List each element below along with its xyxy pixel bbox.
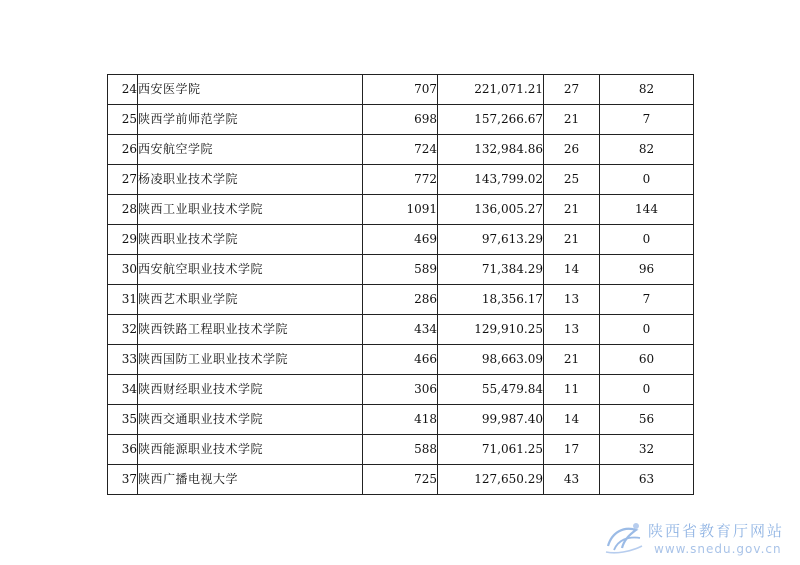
value-b: 99,987.40 <box>438 405 544 435</box>
institution-name: 陕西艺术职业学院 <box>138 285 363 315</box>
value-b: 98,663.09 <box>438 345 544 375</box>
table-body <box>108 75 694 495</box>
table-row <box>108 195 694 225</box>
value-a: 725 <box>363 465 438 495</box>
institution-name: 杨凌职业技术学院 <box>138 165 363 195</box>
table-row <box>108 465 694 495</box>
table-row <box>108 105 694 135</box>
table-row <box>108 135 694 165</box>
institution-name: 陕西能源职业技术学院 <box>138 435 363 465</box>
value-a: 707 <box>363 75 438 105</box>
institution-name: 陕西交通职业技术学院 <box>138 405 363 435</box>
value-c: 11 <box>544 375 600 405</box>
institution-name: 陕西铁路工程职业技术学院 <box>138 315 363 345</box>
row-number: 37 <box>108 465 138 495</box>
value-d: 63 <box>600 465 694 495</box>
value-d: 0 <box>600 315 694 345</box>
value-c: 14 <box>544 405 600 435</box>
watermark-url: www.snedu.gov.cn <box>654 542 782 556</box>
value-d: 32 <box>600 435 694 465</box>
value-b: 71,061.25 <box>438 435 544 465</box>
value-d: 56 <box>600 405 694 435</box>
value-a: 589 <box>363 255 438 285</box>
table-row <box>108 285 694 315</box>
value-c: 21 <box>544 225 600 255</box>
watermark-title: 陕西省教育厅网站 <box>648 522 785 540</box>
site-watermark <box>602 514 792 562</box>
value-a: 306 <box>363 375 438 405</box>
value-b: 55,479.84 <box>438 375 544 405</box>
value-d: 7 <box>600 285 694 315</box>
institution-name: 陕西国防工业职业技术学院 <box>138 345 363 375</box>
value-d: 82 <box>600 75 694 105</box>
value-d: 96 <box>600 255 694 285</box>
table-row <box>108 435 694 465</box>
table-row <box>108 255 694 285</box>
institution-name: 陕西广播电视大学 <box>138 465 363 495</box>
value-b: 132,984.86 <box>438 135 544 165</box>
institution-name: 陕西财经职业技术学院 <box>138 375 363 405</box>
value-a: 1091 <box>363 195 438 225</box>
value-b: 129,910.25 <box>438 315 544 345</box>
value-b: 71,384.29 <box>438 255 544 285</box>
value-c: 26 <box>544 135 600 165</box>
value-b: 157,266.67 <box>438 105 544 135</box>
table-row <box>108 405 694 435</box>
value-b: 221,071.21 <box>438 75 544 105</box>
value-b: 127,650.29 <box>438 465 544 495</box>
row-number: 29 <box>108 225 138 255</box>
value-d: 60 <box>600 345 694 375</box>
value-c: 13 <box>544 285 600 315</box>
value-a: 466 <box>363 345 438 375</box>
value-c: 27 <box>544 75 600 105</box>
row-number: 32 <box>108 315 138 345</box>
value-c: 21 <box>544 345 600 375</box>
institution-name: 西安医学院 <box>138 75 363 105</box>
row-number: 33 <box>108 345 138 375</box>
value-a: 724 <box>363 135 438 165</box>
value-c: 14 <box>544 255 600 285</box>
institution-name: 陕西工业职业技术学院 <box>138 195 363 225</box>
table-row <box>108 345 694 375</box>
row-number: 35 <box>108 405 138 435</box>
row-number: 28 <box>108 195 138 225</box>
row-number: 36 <box>108 435 138 465</box>
value-a: 434 <box>363 315 438 345</box>
row-number: 27 <box>108 165 138 195</box>
value-b: 136,005.27 <box>438 195 544 225</box>
value-d: 7 <box>600 105 694 135</box>
value-a: 469 <box>363 225 438 255</box>
row-number: 30 <box>108 255 138 285</box>
value-c: 25 <box>544 165 600 195</box>
institution-name: 西安航空职业技术学院 <box>138 255 363 285</box>
table-row <box>108 375 694 405</box>
value-a: 772 <box>363 165 438 195</box>
snedu-logo-icon <box>602 516 648 558</box>
institution-name: 西安航空学院 <box>138 135 363 165</box>
university-table <box>107 74 694 495</box>
row-number: 24 <box>108 75 138 105</box>
row-number: 25 <box>108 105 138 135</box>
value-d: 0 <box>600 165 694 195</box>
value-b: 18,356.17 <box>438 285 544 315</box>
value-d: 144 <box>600 195 694 225</box>
value-a: 286 <box>363 285 438 315</box>
institution-name: 陕西学前师范学院 <box>138 105 363 135</box>
value-c: 17 <box>544 435 600 465</box>
value-c: 43 <box>544 465 600 495</box>
value-c: 21 <box>544 195 600 225</box>
value-d: 0 <box>600 225 694 255</box>
table-row <box>108 75 694 105</box>
value-c: 21 <box>544 105 600 135</box>
table-row <box>108 165 694 195</box>
value-a: 698 <box>363 105 438 135</box>
table-row <box>108 315 694 345</box>
value-a: 418 <box>363 405 438 435</box>
row-number: 31 <box>108 285 138 315</box>
row-number: 34 <box>108 375 138 405</box>
value-c: 13 <box>544 315 600 345</box>
row-number: 26 <box>108 135 138 165</box>
value-d: 82 <box>600 135 694 165</box>
value-b: 97,613.29 <box>438 225 544 255</box>
value-d: 0 <box>600 375 694 405</box>
value-b: 143,799.02 <box>438 165 544 195</box>
table-row <box>108 225 694 255</box>
value-a: 588 <box>363 435 438 465</box>
institution-name: 陕西职业技术学院 <box>138 225 363 255</box>
